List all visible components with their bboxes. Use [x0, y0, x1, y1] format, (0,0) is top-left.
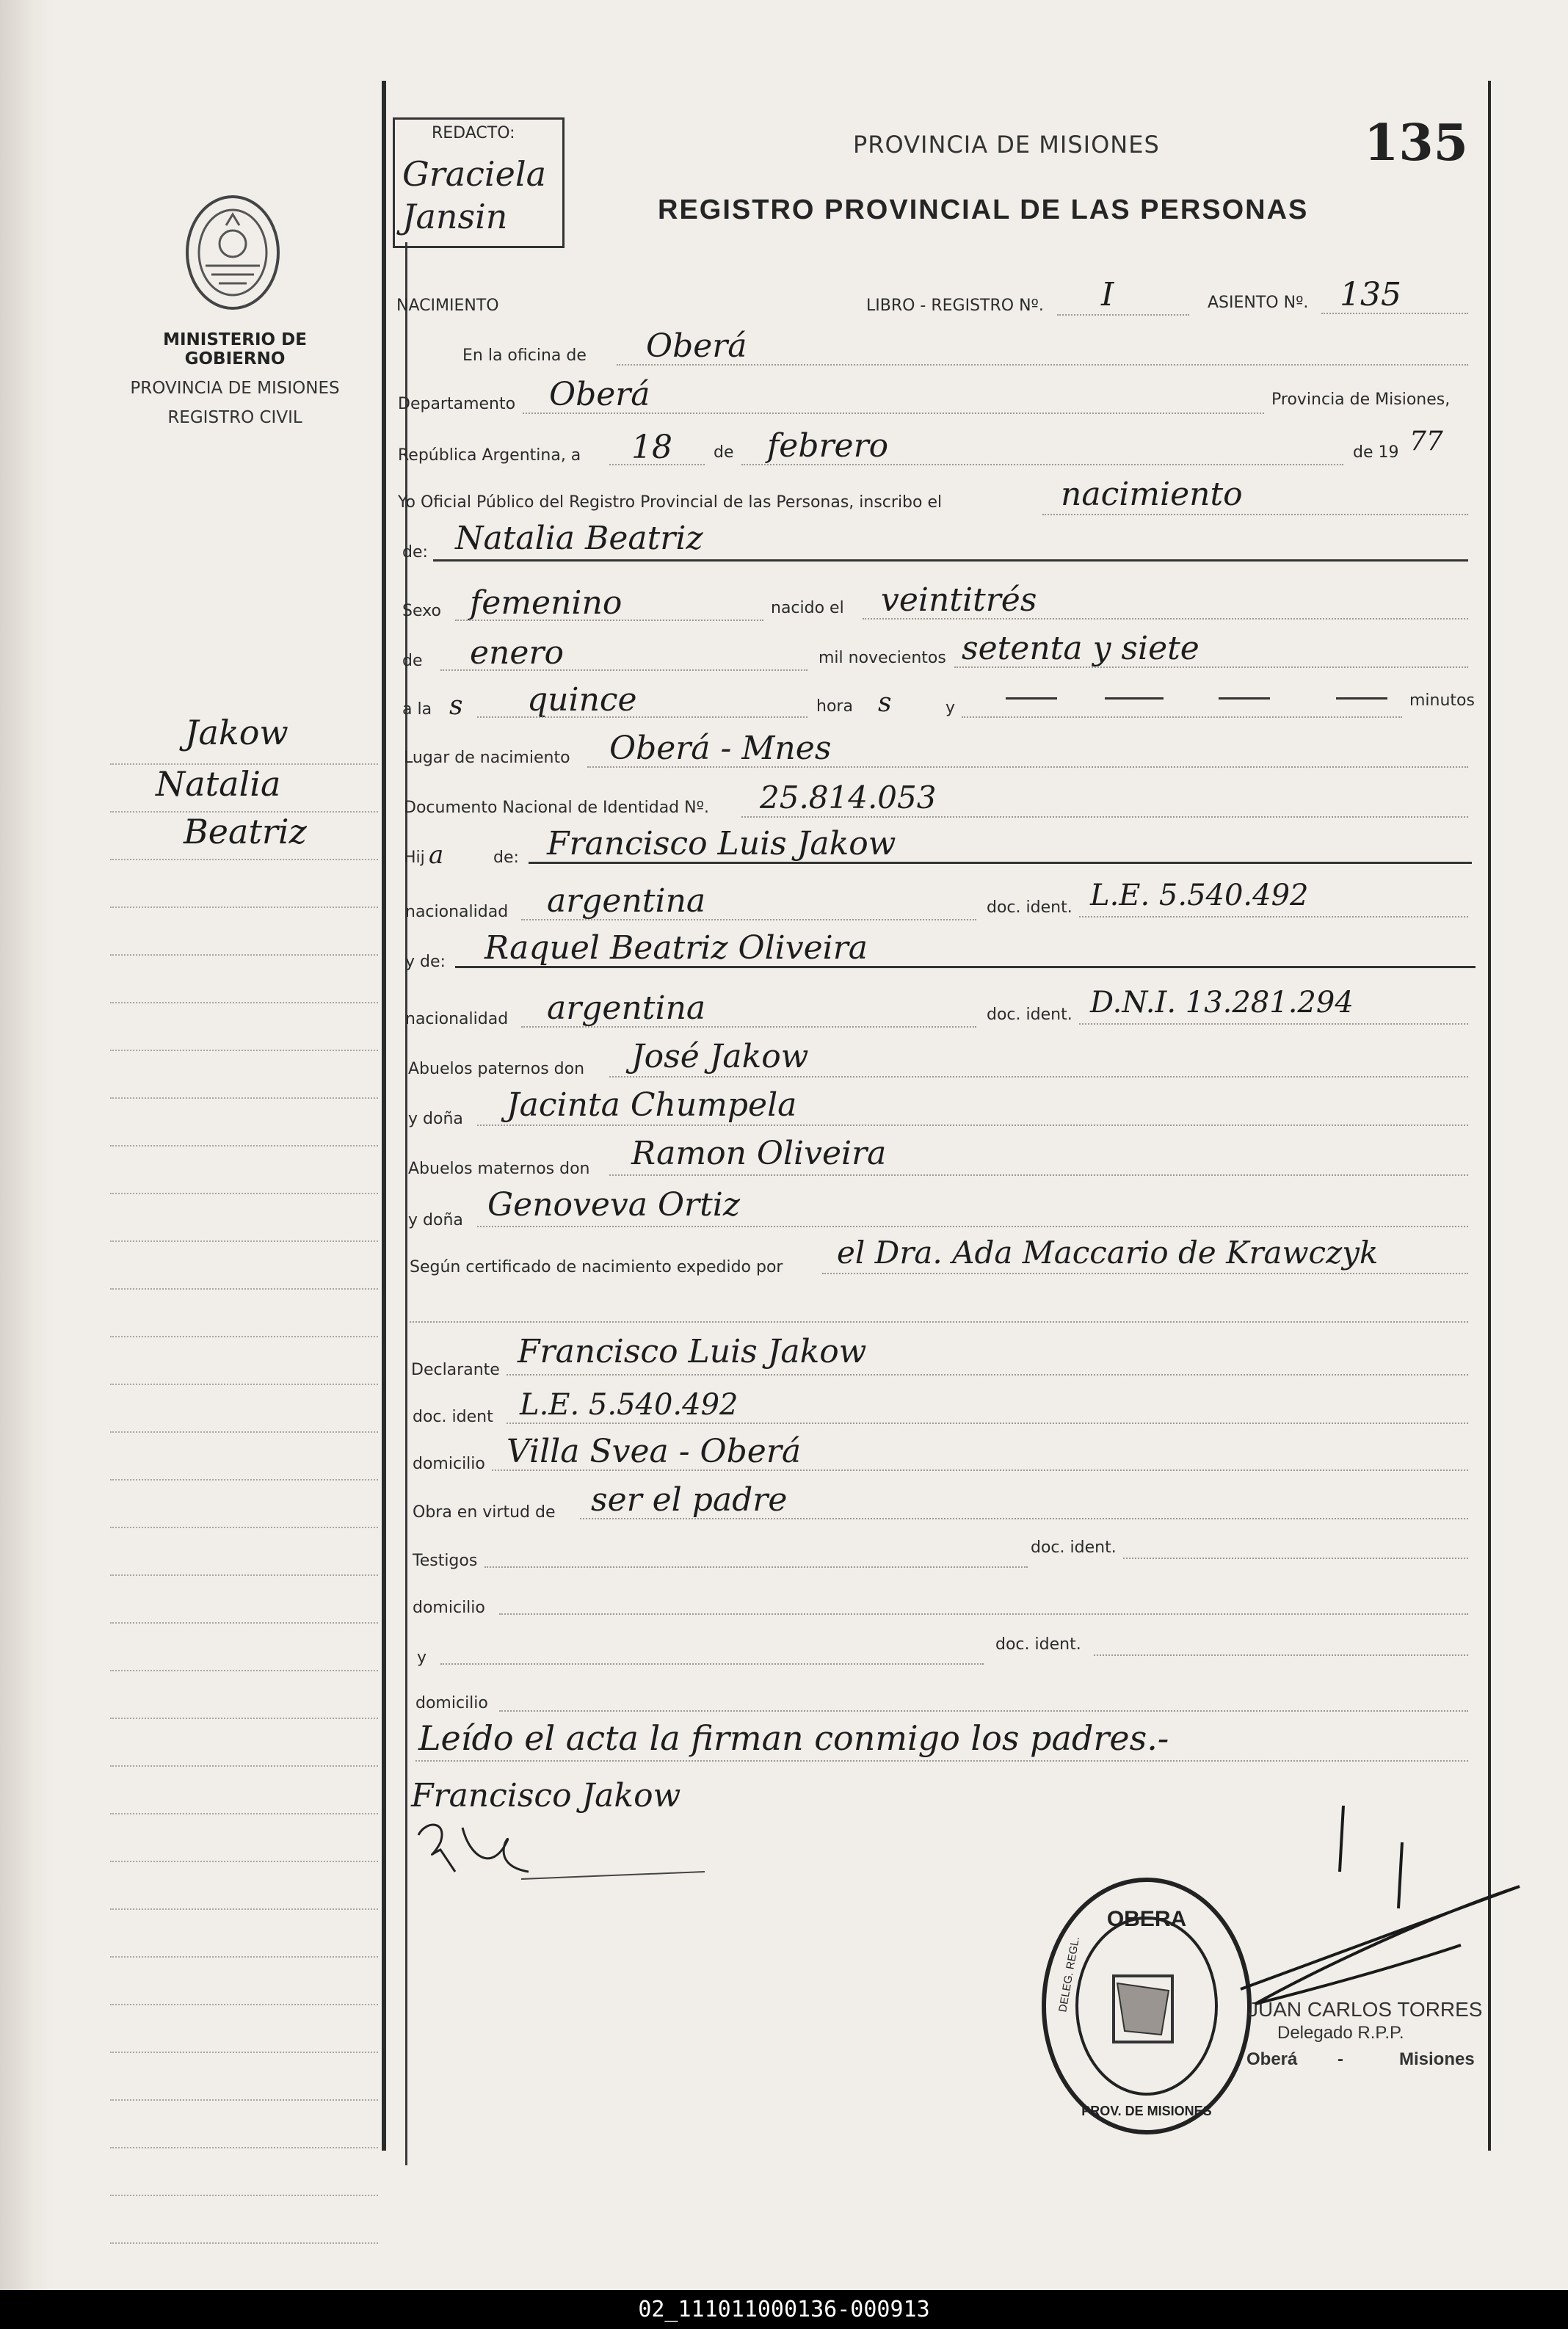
margin-rule	[110, 2195, 378, 2196]
y-label: y	[945, 699, 956, 717]
margin-rule	[110, 1861, 378, 1862]
padre-value: Francisco Luis Jakow	[547, 825, 896, 862]
leido-text: Leído el acta la firman conmigo los padres.-	[418, 1718, 1169, 1758]
redacto-name	[402, 153, 546, 238]
margin-rule	[110, 1288, 378, 1290]
dash-3	[1219, 697, 1270, 700]
abmat-value: Ramon Oliveira	[631, 1135, 887, 1172]
margin-rule	[110, 1670, 378, 1671]
de2-label: de:	[402, 543, 428, 562]
page-title: REGISTRO PROVINCIAL DE LAS PERSONAS	[658, 195, 1309, 225]
margin-rule	[110, 1622, 378, 1624]
ministerio-title: MINISTERIO DE GOBIERNO	[163, 330, 307, 368]
dni-line	[741, 816, 1468, 818]
dni-value: 25.814.053	[760, 780, 937, 815]
sexo-line	[455, 620, 763, 621]
yde-label: y de:	[405, 953, 446, 971]
testigos-line	[484, 1566, 1028, 1568]
docident1-label: doc. ident.	[987, 898, 1072, 917]
declarante-line	[507, 1374, 1468, 1376]
book-binding-edge	[0, 0, 55, 2290]
declarante-label: Declarante	[411, 1361, 500, 1379]
nac2-value: argentina	[547, 989, 706, 1027]
certificado-line-2	[410, 1321, 1468, 1323]
asiento-value: 135	[1340, 276, 1401, 313]
alas-line	[477, 716, 807, 718]
margin-rule	[110, 1718, 378, 1719]
margin-rule	[110, 859, 378, 860]
docident2-line	[1079, 1023, 1468, 1025]
abpat-value: José Jakow	[631, 1038, 809, 1075]
official-signature	[1211, 1798, 1564, 2033]
abpat-line	[609, 1076, 1468, 1078]
nacido-label: nacido el	[771, 599, 844, 617]
margin-rule	[110, 1336, 378, 1337]
dash-1	[1006, 697, 1057, 700]
oficina-value: Oberá	[646, 327, 747, 365]
hija-suffix: a	[429, 840, 444, 870]
de-label: de	[714, 443, 734, 462]
margin-note-surname: Jakow	[185, 713, 288, 752]
file-caption: 02_111011000136-000913	[0, 2290, 1568, 2329]
asiento-label: ASIENTO Nº.	[1208, 294, 1309, 312]
redacto-label: REDACTO:	[432, 124, 515, 142]
mes-nac-line	[440, 669, 807, 671]
testigos-label: Testigos	[413, 1552, 478, 1570]
page-number: 135	[1364, 114, 1468, 172]
declarante-value: Francisco Luis Jakow	[518, 1333, 867, 1370]
nac1-value: argentina	[547, 882, 706, 920]
ydona1-value: Jacinta Chumpela	[507, 1086, 797, 1124]
official-place-1: Oberá	[1246, 2049, 1298, 2069]
nacido-value: veintitrés	[881, 581, 1037, 619]
dia-line	[609, 464, 705, 465]
margin-rule	[110, 2052, 378, 2053]
abpat-label: Abuelos paternos don	[408, 1060, 585, 1078]
sexo-value: femenino	[470, 584, 623, 622]
docident4-line	[1123, 1558, 1468, 1559]
nac2-line	[521, 1026, 976, 1028]
margin-rule	[110, 1097, 378, 1099]
ydona1-label: y doña	[408, 1110, 463, 1128]
official-role: Delegado R.P.P.	[1277, 2023, 1404, 2043]
departamento-value: Oberá	[549, 376, 650, 413]
padre-line	[529, 862, 1472, 864]
anio-value: 77	[1409, 426, 1443, 457]
obra-label: Obra en virtud de	[413, 1503, 556, 1522]
domicilio1-line	[492, 1469, 1468, 1471]
official-name: JUAN CARLOS TORRES	[1248, 1998, 1483, 2021]
certificado-line	[822, 1273, 1468, 1274]
docident3-line	[507, 1423, 1468, 1424]
alas-num: s	[449, 691, 463, 721]
margin-rule	[110, 1574, 378, 1576]
nacimiento-label: NACIMIENTO	[396, 297, 499, 315]
ydona2-line	[477, 1226, 1468, 1227]
certificado-value: el Dra. Ada Maccario de Krawczyk	[837, 1235, 1379, 1271]
margin-note-firstname: Natalia	[156, 764, 281, 804]
form-inner-border	[405, 242, 407, 2165]
redacto-name-line1: Graciela	[402, 154, 546, 194]
hija-label: Hij	[404, 849, 425, 867]
obra-value: ser el padre	[591, 1481, 788, 1519]
minutos-label: minutos	[1409, 691, 1475, 710]
docident3-value: L.E. 5.540.492	[520, 1388, 738, 1422]
oficina-line	[617, 364, 1468, 366]
nacido-line	[863, 618, 1468, 620]
ministerio-block	[110, 330, 360, 427]
asiento-line	[1321, 313, 1468, 314]
mil-label: mil novecientos	[819, 649, 946, 667]
dni-label: Documento Nacional de Identidad Nº.	[404, 799, 709, 817]
docident5-line	[1094, 1654, 1468, 1656]
libro-label: LIBRO - REGISTRO Nº.	[866, 297, 1044, 315]
docident1-line	[1079, 916, 1468, 918]
docident2-value: D.N.I. 13.281.294	[1090, 986, 1354, 1020]
domicilio1-value: Villa Svea - Oberá	[507, 1433, 802, 1470]
margin-rule	[110, 1813, 378, 1814]
republica-label: República Argentina, a	[398, 446, 581, 465]
departamento-line	[523, 413, 1264, 414]
mes-line	[741, 464, 1343, 465]
mil-value: setenta y siete	[962, 630, 1199, 667]
domicilio1-label: domicilio	[413, 1455, 485, 1473]
departamento-label: Departamento	[398, 395, 516, 413]
abmat-label: Abuelos maternos don	[408, 1160, 590, 1178]
ydona2-label: y doña	[408, 1211, 463, 1229]
madre-line	[455, 966, 1476, 968]
official-place-dash: -	[1337, 2049, 1343, 2069]
docident1-value: L.E. 5.540.492	[1090, 879, 1309, 912]
mes-nac-value: enero	[470, 634, 564, 672]
redacto-box	[393, 117, 565, 248]
nombre-line	[433, 559, 1468, 562]
margin-rule	[110, 1240, 378, 1242]
mes-value: febrero	[767, 427, 889, 465]
province-heading: PROVINCIA DE MISIONES	[853, 131, 1160, 159]
svg-text:DELEG. REGL.: DELEG. REGL.	[1056, 1936, 1083, 2013]
form-left-border	[382, 81, 386, 2151]
oficina-label: En la oficina de	[462, 346, 587, 365]
lugar-line	[587, 766, 1468, 768]
abmat-line	[609, 1174, 1468, 1176]
margin-rule	[110, 1765, 378, 1767]
lugar-value: Oberá - Mnes	[609, 730, 832, 767]
horas-label: hora	[816, 697, 853, 716]
dash-2	[1105, 697, 1164, 700]
docident4-label: doc. ident.	[1031, 1538, 1117, 1557]
margin-rule	[110, 1479, 378, 1480]
certificado-label: Según certificado de nacimiento expedido por	[410, 1258, 783, 1276]
official-place-2: Misiones	[1399, 2049, 1475, 2069]
margin-rule	[110, 1431, 378, 1433]
signature-scribble	[411, 1813, 719, 1901]
ministerio-province: PROVINCIA DE MISIONES	[130, 379, 340, 398]
firma-declarante: Francisco Jakow	[411, 1777, 681, 1814]
ministerio-registro: REGISTRO CIVIL	[167, 408, 302, 427]
horas-num: s	[878, 688, 892, 718]
lugar-label: Lugar de nacimiento	[404, 749, 570, 767]
libro-value: I	[1101, 276, 1114, 313]
leido-line	[415, 1760, 1468, 1762]
margin-rule	[110, 1908, 378, 1910]
alas-value: quince	[527, 681, 637, 719]
margin-rule	[110, 2147, 378, 2148]
margin-note-middlename: Beatriz	[184, 812, 307, 851]
margin-rule	[110, 1956, 378, 1958]
margin-rule	[110, 1145, 378, 1147]
inscribo-line	[1042, 514, 1468, 515]
margin-rule	[110, 1193, 378, 1194]
inscribo-value: nacimiento	[1061, 476, 1243, 513]
svg-text:OBERA: OBERA	[1106, 1907, 1187, 1931]
sexo-label: Sexo	[402, 602, 441, 620]
dia-value: 18	[631, 429, 672, 466]
docident5-label: doc. ident.	[995, 1635, 1081, 1654]
de3-label: de	[402, 652, 423, 670]
y2-label: y	[417, 1649, 427, 1667]
margin-rule	[110, 1002, 378, 1003]
alas-label: a la	[402, 700, 432, 719]
obra-line	[580, 1518, 1468, 1519]
domicilio3-label: domicilio	[415, 1694, 488, 1712]
mil-line	[954, 666, 1468, 668]
y2-line	[440, 1663, 984, 1665]
domicilio2-label: domicilio	[413, 1599, 485, 1617]
dash-4	[1336, 697, 1387, 700]
madre-value: Raquel Beatriz Oliveira	[484, 929, 868, 967]
anio-label: de 19	[1353, 443, 1399, 462]
margin-rule	[110, 2004, 378, 2005]
redacto-name-line2: Jansin	[402, 197, 508, 236]
oficial-label: Yo Oficial Público del Registro Provincial de las Personas, inscribo el	[398, 493, 943, 512]
hija-de-label: de:	[493, 849, 519, 867]
docident2-label: doc. ident.	[987, 1006, 1072, 1024]
domicilio3-line	[499, 1710, 1468, 1712]
domicilio2-line	[499, 1613, 1468, 1615]
margin-rule	[110, 906, 378, 908]
provincia-label: Provincia de Misiones,	[1271, 390, 1451, 409]
margin-rule	[110, 1384, 378, 1385]
svg-text:PROV. DE MISIONES: PROV. DE MISIONES	[1081, 2104, 1212, 2118]
margin-rule	[110, 954, 378, 956]
nac1-label: nacionalidad	[405, 903, 509, 921]
nac2-label: nacionalidad	[405, 1010, 509, 1028]
margin-rule	[110, 1050, 378, 1051]
nombre-value: Natalia Beatriz	[455, 520, 703, 557]
provincial-seal-icon	[182, 192, 283, 313]
minutos-line	[962, 716, 1402, 718]
margin-rule	[110, 2099, 378, 2101]
libro-line	[1057, 314, 1189, 316]
ydona2-value: Genoveva Ortiz	[487, 1186, 741, 1224]
ydona1-line	[477, 1124, 1468, 1126]
margin-rule	[110, 2242, 378, 2244]
docident3-label: doc. ident	[413, 1408, 493, 1426]
nac1-line	[521, 919, 976, 920]
margin-rule	[110, 1527, 378, 1528]
